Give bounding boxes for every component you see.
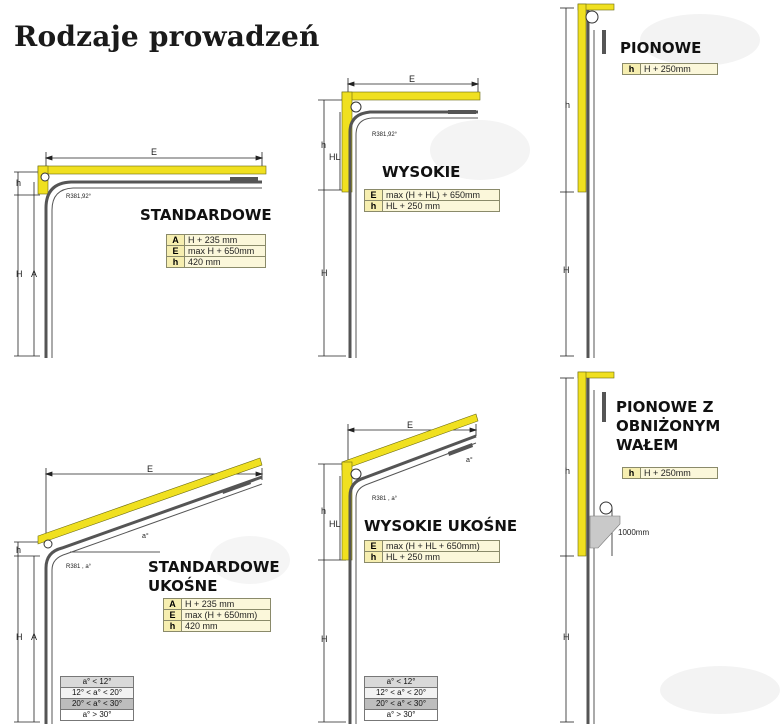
standard-sloped-name-line2: UKOŚNE	[148, 577, 218, 595]
standard-sloped-name-line1: STANDARDOWE	[148, 558, 280, 576]
spec-key: E	[164, 610, 182, 621]
standard-sloped-dim-H: H	[16, 632, 23, 642]
standard-dim-H: H	[16, 269, 23, 279]
vertical-lowered-name	[616, 398, 720, 455]
standard-name: STANDARDOWE	[140, 206, 272, 224]
spec-value: 420 mm	[185, 257, 266, 268]
spec-key: h	[164, 621, 182, 632]
spec-value: HL + 250 mm	[383, 552, 500, 563]
spec-key: A	[167, 235, 185, 246]
high-sloped-dim-hl: HL	[329, 519, 341, 529]
spec-key: h	[623, 468, 641, 479]
vertical-lowered-dim-h: h	[565, 466, 571, 476]
spec-value: HL + 250 mm	[383, 201, 500, 212]
standard-radius: R381,92°	[66, 194, 92, 200]
spec-value: max (H + HL + 650mm)	[383, 541, 500, 552]
spec-value: 420 mm	[182, 621, 271, 632]
spec-value: H + 235 mm	[182, 599, 271, 610]
spec-key: E	[167, 246, 185, 257]
spec-key: h	[623, 64, 641, 75]
high-radius: R381,92°	[372, 132, 398, 138]
spec-value: H + 250mm	[641, 468, 718, 479]
spec-value: max (H + 650mm)	[182, 610, 271, 621]
spec-value: H + 235 mm	[185, 235, 266, 246]
angle-range: 12° < a° < 20°	[61, 688, 134, 699]
vertical-lowered-name-line2: OBNIŻONYM	[616, 417, 721, 435]
spec-key: h	[167, 257, 185, 268]
spec-value: H + 250mm	[641, 64, 718, 75]
high-dim-H: H	[321, 268, 328, 278]
spec-key: h	[365, 201, 383, 212]
vertical-lowered-spec-table	[622, 467, 718, 479]
spec-value: max (H + HL) + 650mm	[383, 190, 500, 201]
vertical-lowered-offset: 1000mm	[618, 528, 650, 537]
high-sloped-name: WYSOKIE UKOŚNE	[364, 517, 518, 535]
angle-range: a° < 12°	[61, 677, 134, 688]
standard-sloped-dim-A: A	[31, 632, 38, 642]
vertical-lowered-name-line3: WAŁEM	[616, 436, 679, 454]
spec-value: max H + 650mm	[185, 246, 266, 257]
angle-range: a° > 30°	[61, 710, 134, 721]
high-sloped-dim-e: E	[406, 420, 414, 430]
high-dim-e: E	[408, 74, 416, 84]
high-sloped-angle-label: a°	[466, 457, 473, 464]
vertical-lowered-dim-H: H	[563, 632, 570, 642]
vertical-lowered-name-line1: PIONOWE Z	[616, 398, 714, 416]
standard-dim-A: A	[31, 269, 38, 279]
standard-dim-e: E	[150, 147, 158, 157]
spec-key: E	[365, 190, 383, 201]
spec-key: E	[365, 541, 383, 552]
standard-sloped-radius: R381 , a°	[66, 564, 92, 570]
standard-dim-h: h	[16, 178, 22, 188]
standard-sloped-dim-h: h	[16, 545, 22, 555]
vertical-name: PIONOWE	[620, 39, 702, 57]
high-name: WYSOKIE	[382, 163, 461, 181]
vertical-dim-h: h	[565, 100, 571, 110]
standard-sloped-angle-label: a°	[142, 533, 149, 540]
vertical-dim-H: H	[563, 265, 570, 275]
high-dim-h: h	[321, 140, 327, 150]
angle-range: 12° < a° < 20°	[365, 688, 438, 699]
angle-range: a° > 30°	[365, 710, 438, 721]
angle-range: 20° < a° < 30°	[365, 699, 438, 710]
high-sloped-dim-H: H	[321, 634, 328, 644]
high-sloped-radius: R381 , a°	[372, 496, 398, 502]
standard-sloped-dim-e: E	[146, 464, 154, 474]
angle-range: a° < 12°	[365, 677, 438, 688]
high-dim-hl: HL	[329, 152, 341, 162]
spec-key: A	[164, 599, 182, 610]
angle-range: 20° < a° < 30°	[61, 699, 134, 710]
high-sloped-dim-h: h	[321, 506, 327, 516]
page-title: Rodzaje prowadzeń	[14, 20, 320, 53]
spec-key: h	[365, 552, 383, 563]
